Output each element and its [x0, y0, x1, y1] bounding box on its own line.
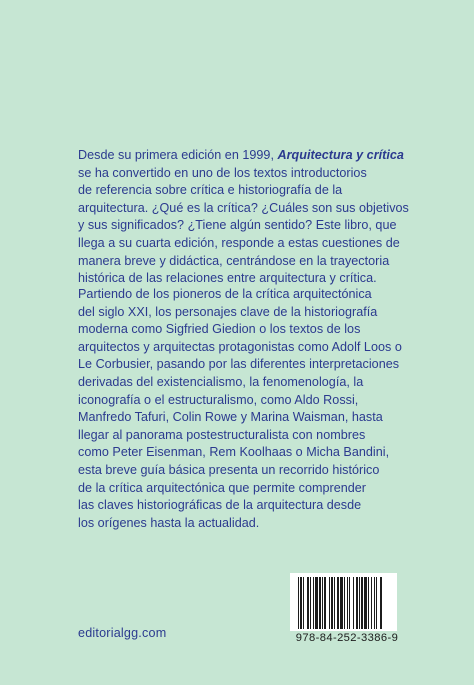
barcode-bar — [303, 577, 304, 629]
barcode-bar — [307, 577, 309, 629]
barcode-bar — [298, 577, 299, 629]
barcode-bar — [322, 577, 323, 629]
text-line: moderna como Sigfried Giedion o los textos de los — [78, 322, 361, 337]
barcode-bar — [374, 577, 375, 629]
text-line: de la crítica arquitectónica que permite comprender — [78, 480, 367, 495]
text-line: esta breve guía básica presenta un recorrido histórico — [78, 462, 380, 477]
barcode-bar — [344, 577, 345, 629]
barcode-bar — [359, 577, 360, 629]
text-line: llegar al panorama postestructuralista con nombres — [78, 427, 366, 442]
barcode-bar — [329, 577, 330, 629]
barcode-bar — [349, 577, 350, 629]
text-line: las claves historiográficas de la arquitectura desde — [78, 498, 362, 513]
text-line: iconografía o el estructuralismo, como Aldo Rossi, — [78, 392, 359, 407]
barcode-icon — [296, 577, 391, 629]
text-line: derivadas del existencialismo, la fenomenología, la — [78, 374, 364, 389]
barcode-bar — [364, 577, 367, 629]
barcode-bar — [337, 577, 339, 629]
barcode-bar — [376, 577, 377, 629]
barcode-bar — [310, 577, 311, 629]
text-line: de referencia sobre crítica e historiografía de la — [78, 183, 343, 198]
barcode-bar — [380, 577, 382, 629]
text-line: arquitectos y arquitectas protagonistas como Adolf Loos o — [78, 339, 402, 354]
text-line: Le Corbusier, pasando por las diferentes interpretaciones — [78, 357, 400, 372]
isbn-number: 978-84-252-3386-9 — [295, 632, 399, 644]
text-line: del siglo XXI, los personajes clave de la historiografía — [78, 304, 378, 319]
text-line-start: Desde su primera edición en 1999, — [78, 148, 278, 162]
description-paragraph-2 — [78, 286, 408, 532]
book-title: Arquitectura y crítica — [277, 148, 404, 162]
text-line: llega a su cuarta edición, responde a estas cuestiones de — [78, 235, 400, 250]
text-line: manera breve y didáctica, centrándose en la trayectoria — [78, 253, 390, 268]
description-paragraph-1 — [78, 147, 408, 288]
barcode-bar — [315, 577, 318, 629]
barcode-bar — [313, 577, 314, 629]
barcode-bar — [368, 577, 369, 629]
barcode-bar — [356, 577, 358, 629]
text-line: Manfredo Tafuri, Colin Rowe y Marina Waisman, hasta — [78, 410, 383, 425]
text-line: se ha convertido en uno de los textos introductorios — [78, 165, 367, 180]
text-line: Partiendo de los pioneros de la crítica arquitectónica — [78, 287, 372, 301]
text-line: histórica de las relaciones entre arquitectura y crítica. — [78, 271, 377, 286]
text-line: los orígenes hasta la actualidad. — [78, 515, 260, 530]
barcode-bar — [371, 577, 372, 629]
barcode-bar — [324, 577, 326, 629]
barcode-bar — [353, 577, 354, 629]
barcode — [290, 573, 397, 631]
barcode-bar — [361, 577, 363, 629]
publisher-url[interactable]: editorialgg.com — [78, 626, 167, 640]
barcode-bar — [331, 577, 333, 629]
text-line: como Peter Eisenman, Rem Koolhaas o Micha Bandini, — [78, 445, 390, 460]
barcode-bar — [300, 577, 302, 629]
barcode-bar — [319, 577, 321, 629]
barcode-bar — [347, 577, 348, 629]
text-line — [78, 147, 408, 165]
barcode-bar — [340, 577, 343, 629]
text-line: arquitectura. ¿Qué es la crítica? ¿Cuáles son sus objetivos — [78, 200, 409, 215]
text-line: y sus significados? ¿Tiene algún sentido? Este libro, que — [78, 218, 397, 233]
barcode-bar — [334, 577, 335, 629]
